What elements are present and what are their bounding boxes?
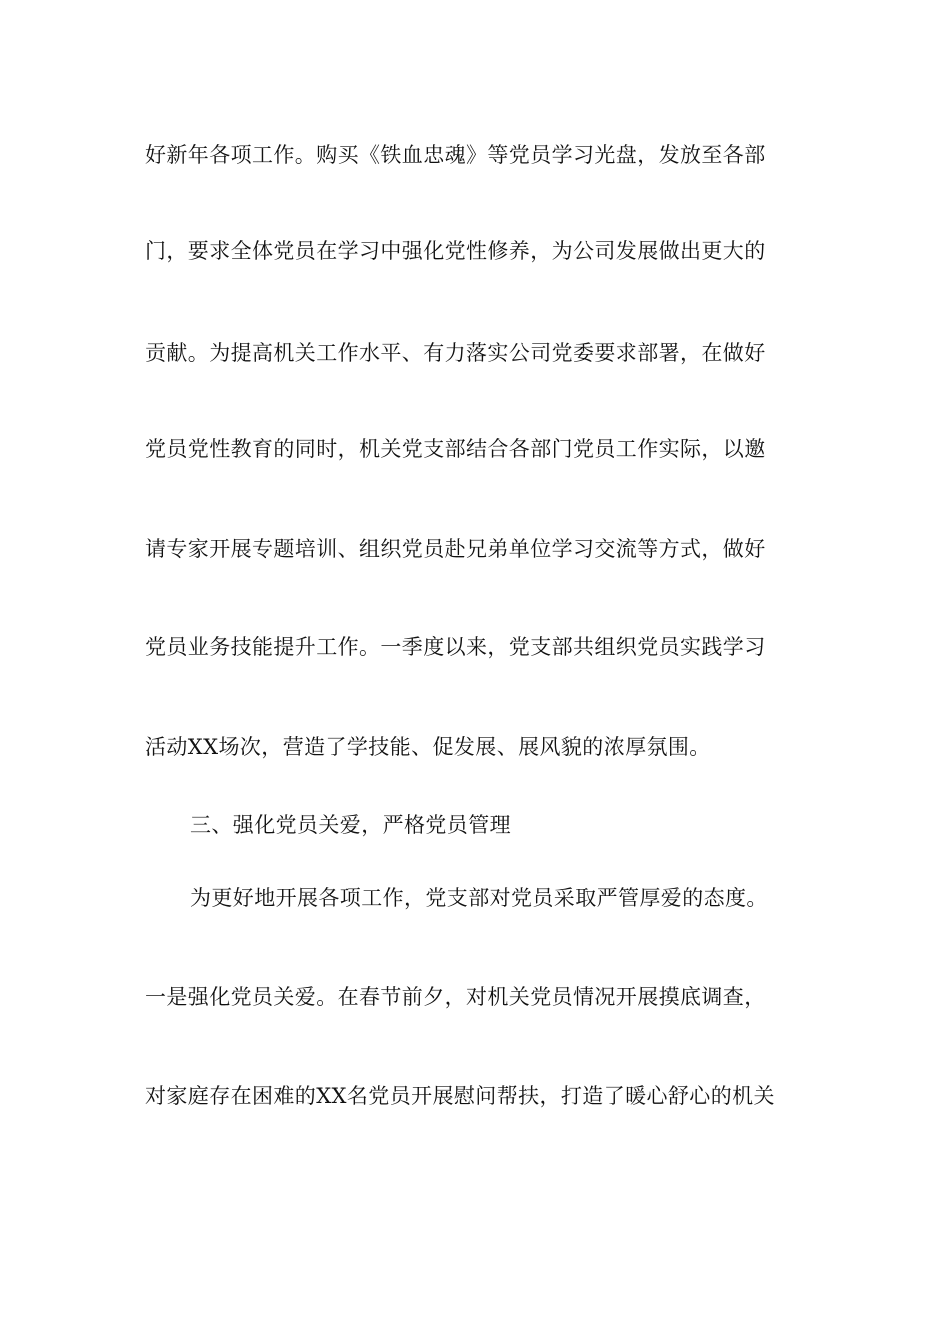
body-text-line: 贡献。为提高机关工作水平、有力落实公司党委要求部署，在做好	[145, 341, 766, 365]
body-text-line: 活动XX场次，营造了学技能、促发展、展风貌的浓厚氛围。	[145, 735, 711, 759]
body-text-line: 请专家开展专题培训、组织党员赴兄弟单位学习交流等方式，做好	[145, 537, 766, 561]
body-text-line: 党员业务技能提升工作。一季度以来，党支部共组织党员实践学习	[145, 635, 766, 659]
body-text-line: 党员党性教育的同时，机关党支部结合各部门党员工作实际，以邀	[145, 437, 766, 461]
body-text-line: 门，要求全体党员在学习中强化党性修养，为公司发展做出更大的	[145, 239, 766, 263]
body-text-line: 好新年各项工作。购买《铁血忠魂》等党员学习光盘，发放至各部	[145, 143, 766, 167]
section-heading: 三、强化党员关爱，严格党员管理	[190, 813, 511, 837]
body-text-line: 对家庭存在困难的XX名党员开展慰问帮扶，打造了暖心舒心的机关	[145, 1084, 775, 1108]
body-text-line: 一是强化党员关爱。在春节前夕，对机关党员情况开展摸底调查，	[145, 985, 766, 1009]
paragraph-first-line: 为更好地开展各项工作，党支部对党员采取严管厚爱的态度。	[190, 886, 768, 910]
